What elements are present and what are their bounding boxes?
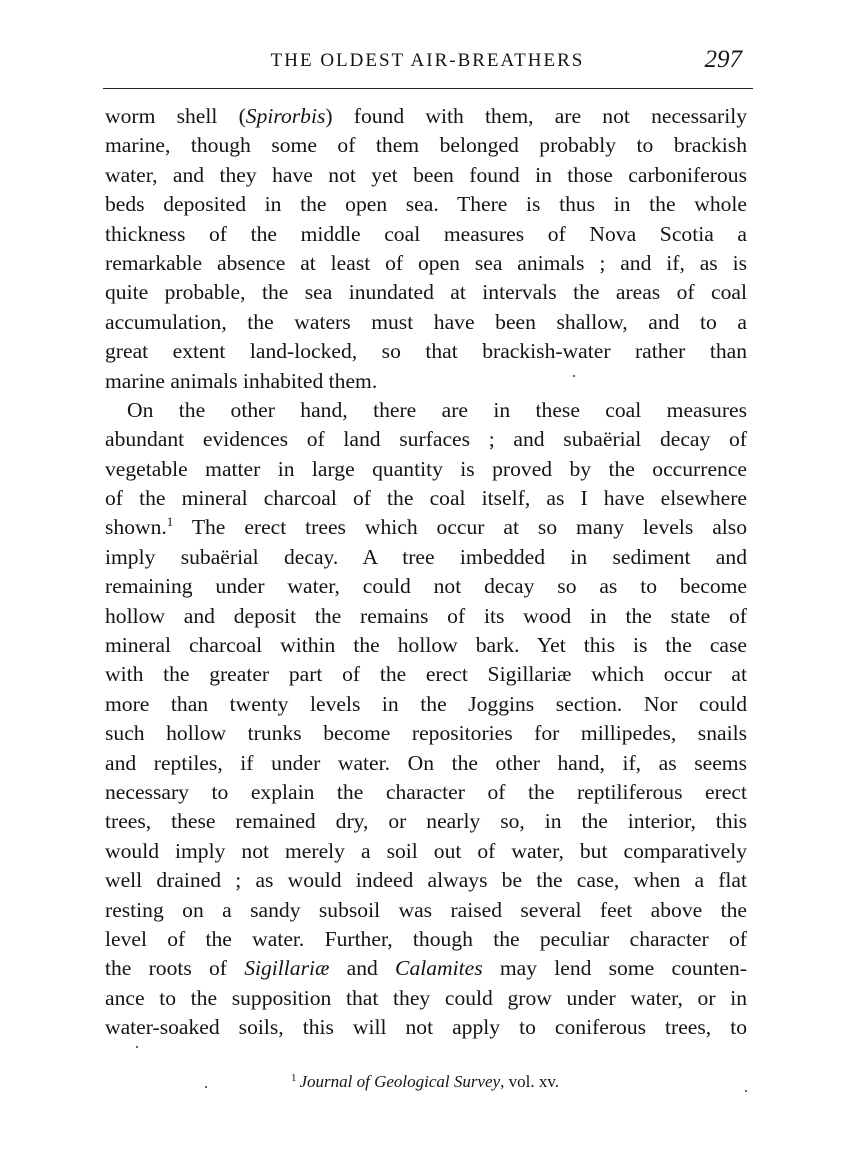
text-line: accumulation, the waters must have been shallow, and to a — [105, 309, 747, 334]
text-line: remarkable absence at least of open sea animals ; and if, as is — [105, 250, 747, 275]
text-line: beds deposited in the open sea. There is thus in the whole — [105, 192, 747, 217]
text-line: worm shell (Spirorbis) found with them, are not necessarily — [105, 104, 747, 128]
text-line: with the greater part of the erect Sigillariæ which occur at — [105, 662, 747, 687]
body-text — [105, 102, 747, 1043]
text-line: thickness of the middle coal measures of Nova Scotia a — [105, 221, 747, 246]
footnote-source-title: Journal of Geological Survey — [299, 1072, 501, 1091]
paragraph-2 — [105, 396, 747, 1043]
text-line: great extent land-locked, so that brackish-water rather than — [105, 339, 747, 364]
text-line: remaining under water, could not decay so as to become — [105, 574, 747, 599]
text-line: On the other hand, there are in these coal measures — [127, 397, 747, 422]
text-line: more than twenty levels in the Joggins section. Nor could — [105, 691, 747, 716]
text-line: water-soaked soils, this will not apply to coniferous trees, to — [105, 1015, 747, 1040]
text-line: trees, these remained dry, or nearly so, in the interior, this — [105, 809, 747, 834]
text-line: water, and they have not yet been found in those carboniferous — [105, 162, 747, 187]
header-rule — [103, 88, 753, 89]
footnote — [0, 1072, 850, 1092]
text-line: necessary to explain the character of the reptiliferous erect — [105, 779, 747, 804]
text-line: imply subaërial decay. A tree imbedded in sediment and — [105, 544, 747, 569]
text-line: quite probable, the sea inundated at intervals the areas of coal — [105, 280, 747, 305]
text-line: well drained ; as would indeed always be the case, when a flat — [105, 868, 747, 893]
print-speck — [745, 1090, 747, 1092]
text-line: would imply not merely a soil out of water, but comparatively — [105, 838, 747, 863]
text-line: resting on a sandy subsoil was raised several feet above the — [105, 897, 747, 922]
page-number: 297 — [704, 46, 742, 73]
print-speck — [205, 1086, 207, 1088]
print-speck — [573, 375, 575, 377]
text-line: hollow and deposit the remains of its wood in the state of — [105, 603, 747, 628]
text-line: and reptiles, if under water. On the other hand, if, as seems — [105, 750, 747, 775]
running-title: THE OLDEST AIR-BREATHERS — [270, 50, 585, 71]
text-line: of the mineral charcoal of the coal itself, as I have elsewhere — [105, 486, 747, 511]
text-line: vegetable matter in large quantity is proved by the occurrence — [105, 456, 747, 481]
print-speck — [136, 1046, 138, 1048]
footnote-reference: 1 — [166, 514, 174, 530]
running-head — [105, 46, 750, 76]
text-line: marine, though some of them belonged probably to brackish — [105, 133, 747, 158]
paragraph-1 — [105, 102, 747, 396]
text-line: mineral charcoal within the hollow bark. Yet this is the case — [105, 633, 747, 658]
footnote-mark: 1 — [290, 1072, 297, 1084]
text-line: level of the water. Further, though the peculiar character of — [105, 926, 747, 951]
text-line: abundant evidences of land surfaces ; and subaërial decay of — [105, 427, 747, 452]
text-line: such hollow trunks become repositories for millipedes, snails — [105, 721, 747, 746]
text-line: the roots of Sigillariæ and Calamites may lend some counten- — [105, 956, 747, 981]
text-line: ance to the supposition that they could grow under water, or in — [105, 985, 747, 1010]
footnote-volume: , vol. xv. — [500, 1072, 560, 1091]
text-line: marine animals inhabited them. — [105, 368, 378, 393]
text-line: shown.$^1$ The erect trees which occur at so many levels also — [105, 514, 747, 540]
